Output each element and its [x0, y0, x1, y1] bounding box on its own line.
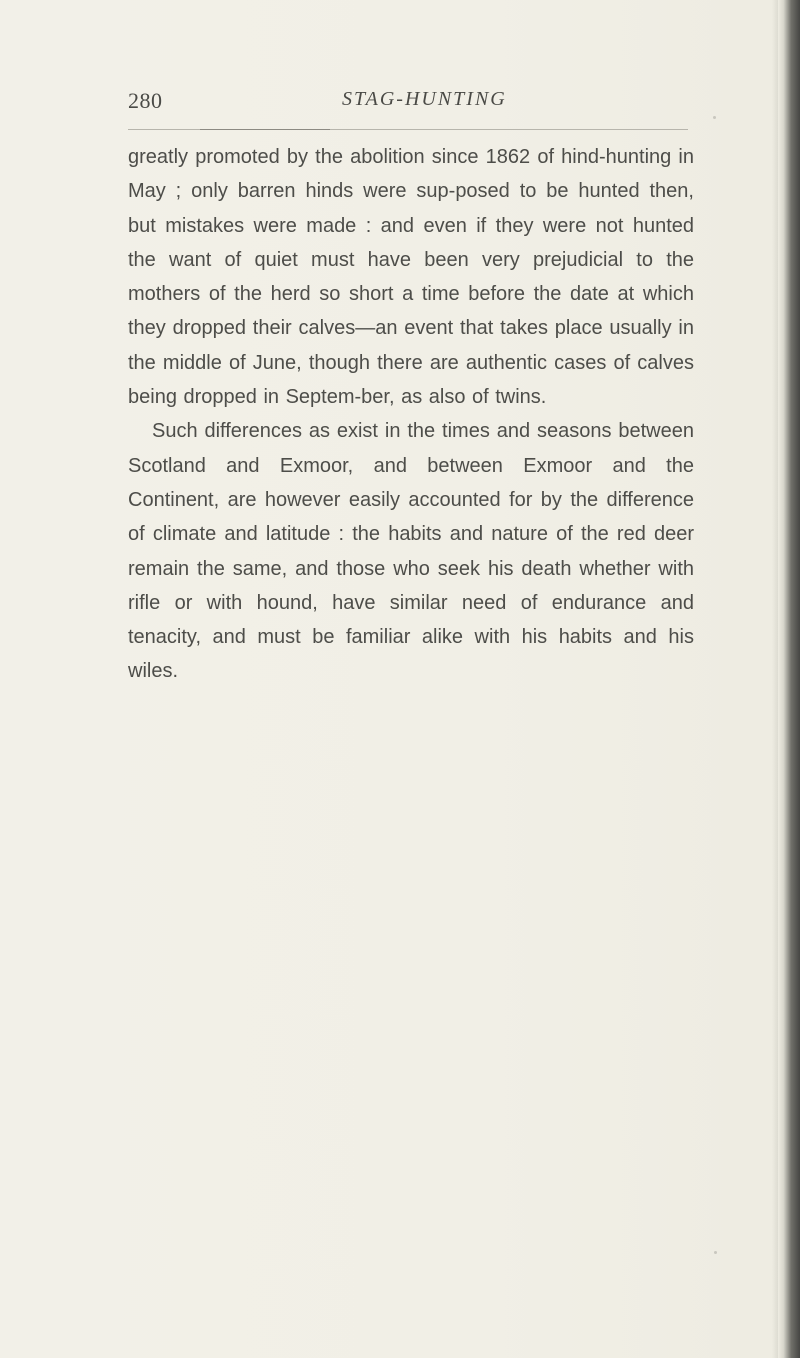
page-number: 280: [128, 88, 163, 113]
paper-speck: [713, 116, 716, 119]
body-text: [128, 140, 694, 689]
paragraph-1: greatly promoted by the abolition since 1862 of hind-hunting in May ; only barren hinds were sup-posed to be hunted then, but mistakes were made : and even if they were not hunted the want of quiet must have been very prejudicial to the mothers of the herd so short a time before the date at which they dropped their calves—an event that takes place usually in the middle of June, though there are authentic cases of calves being dropped in Septem-ber, as also of twins.: [128, 146, 694, 409]
page-edge-shadow: [778, 0, 800, 1358]
running-head: [128, 88, 708, 122]
header-rule-accent: [200, 129, 330, 130]
paper-speck: [714, 1251, 717, 1254]
running-title: STAG-HUNTING: [342, 88, 507, 110]
paragraph-2: Such differences as exist in the times and seasons between Scotland and Exmoor, and between Exmoor and the Continent, are however easily accounted for by the difference of climate and latitude : the habits and nature of the red deer remain the same, and those who seek his death whether with rifle or with hound, have similar need of endurance and tenacity, and must be familiar alike with his habits and his wiles.: [128, 420, 694, 683]
